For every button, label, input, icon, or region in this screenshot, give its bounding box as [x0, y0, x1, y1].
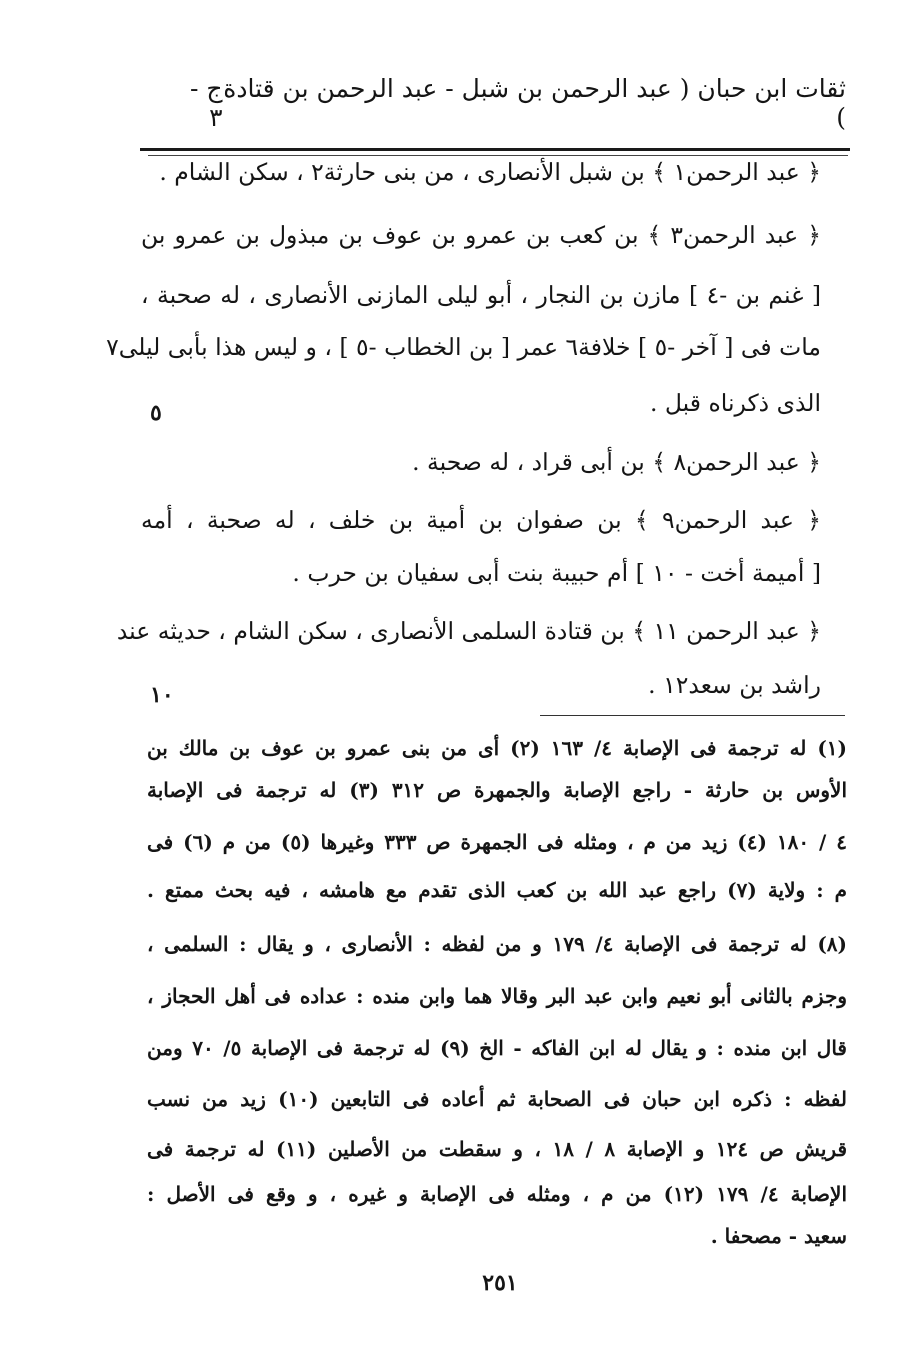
page-number: ٢٥١ — [482, 1270, 518, 1296]
footnote-line: قريش ص ١٢٤ و الإصابة ٨ / ١٨ ، و سقطت من الأصلين (١١) له ترجمة فى — [147, 1137, 848, 1161]
footnote-line: لفظه : ذكره ابن حبان فى الصحابة ثم أعاده فى التابعين (١٠) زيد من نسب — [147, 1087, 848, 1111]
text-line: ﴿ عبد الرحمن٨ ﴾ بن أبى قراد ، له صحبة . — [412, 448, 821, 476]
text-line: راشد بن سعد١٢ . — [648, 671, 821, 699]
footnote-line: ٤ / ١٨٠ (٤) زيد من م ، ومثله فى الجمهرة ص ٣٣٣ وغيرها (٥) من م (٦) فى — [147, 830, 848, 854]
text-line: [ غنم بن -٤ ] مازن بن النجار ، أبو ليلى المازنى الأنصارى ، له صحبة ، — [141, 281, 822, 309]
header-volume: ج - ٣ — [189, 74, 223, 132]
header-title: ثقات ابن حبان ( عبد الرحمن بن شبل - عبد الرحمن بن قتادة ) — [223, 74, 846, 132]
footnote-rule — [540, 715, 845, 716]
footnote-line: سعيد - مصحفا . — [710, 1224, 847, 1248]
text-line: [ أميمة أخت - ١٠ ] أم حبيبة بنت أبى سفيان بن حرب . — [292, 559, 821, 587]
text-line: ﴿ عبد الرحمن٩ ﴾ بن صفوان بن أمية بن خلف ، له صحبة ، أمه — [141, 506, 821, 534]
running-header — [170, 74, 846, 132]
line-number: ٥ — [150, 400, 162, 426]
header-rule-thin — [148, 155, 848, 156]
header-rule — [140, 148, 850, 151]
text-line: ﴿ عبد الرحمن٣ ﴾ بن كعب بن عمرو بن عوف بن مبذول بن عمرو بن — [141, 221, 821, 249]
text-line: ﴿ عبد الرحمن١ ﴾ بن شبل الأنصارى ، من بنى حارثة٢ ، سكن الشام . — [159, 158, 821, 186]
footnote-line: قال ابن منده : و يقال له ابن الفاكه - الخ (٩) له ترجمة فى الإصابة ٥/ ٧٠ ومن — [147, 1036, 847, 1060]
footnote-line: (١) له ترجمة فى الإصابة ٤/ ١٦٣ (٢) أى من بنى عمرو بن عوف بن مالك بن — [147, 736, 847, 760]
line-number: ١٠ — [150, 682, 174, 708]
footnote-line: م : ولاية (٧) راجع عبد الله بن كعب الذى تقدم مع هامشه ، فيه بحث ممتع . — [147, 878, 847, 902]
text-line: ﴿ عبد الرحمن ١١ ﴾ بن قتادة السلمى الأنصارى ، سكن الشام ، حديثه عند — [116, 617, 821, 645]
text-line: الذى ذكرناه قبل . — [649, 389, 821, 417]
footnote-line: (٨) له ترجمة فى الإصابة ٤/ ١٧٩ و من لفظه : الأنصارى ، و يقال : السلمى ، — [147, 932, 848, 956]
footnote-line: الإصابة ٤/ ١٧٩ (١٢) من م ، ومثله فى الإصابة و غيره ، و وقع فى الأصل : — [147, 1182, 847, 1206]
text-line: مات فى [ آخر -٥ ] خلافة٦ عمر [ بن الخطاب -٥ ] ، و ليس هذا بأبى ليلى٧ — [106, 333, 821, 361]
footnote-line: وجزم بالثانى أبو نعيم وابن عبد البر وقالا هما وابن منده : عداده فى أهل الحجاز ، — [147, 984, 847, 1008]
footnote-line: الأوس بن حارثة - راجع الإصابة والجمهرة ص ٣١٢ (٣) له ترجمة فى الإصابة — [147, 778, 847, 802]
